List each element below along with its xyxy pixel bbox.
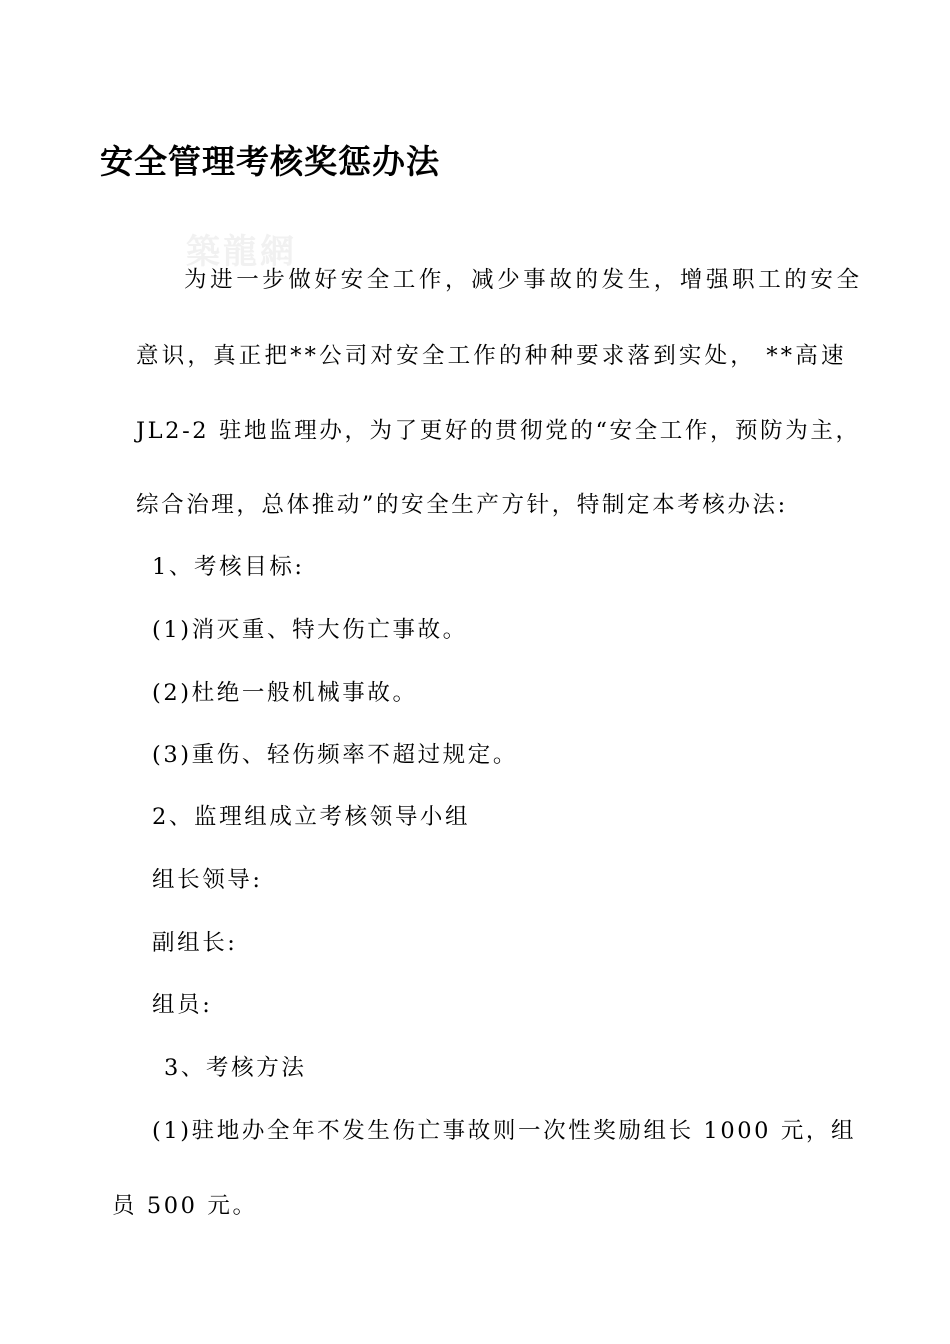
section-1-item-1: (1)消灭重、特大伤亡事故。 [152,617,468,643]
section-2-member-label: 组员: [152,992,213,1018]
section-1-item-2: (2)杜绝一般机械事故。 [152,680,418,706]
section-3-heading: 3、考核方法 [164,1055,307,1081]
section-2-leader-label: 组长领导: [152,867,263,893]
section-1-item-3: (3)重伤、轻伤频率不超过规定。 [152,742,518,768]
intro-paragraph-line-2: 意识，真正把**公司对安全工作的种种要求落到实处， **高速 [136,343,847,369]
section-2-deputy-label: 副组长: [152,930,238,956]
section-3-item-1-line-2: 员 500 元。 [112,1193,258,1219]
intro-paragraph-line-3: JL2-2 驻地监理办，为了更好的贯彻党的“安全工作，预防为主， [136,418,861,444]
section-1-heading: 1、考核目标: [152,554,305,580]
section-2-heading: 2、监理组成立考核领导小组 [152,804,471,830]
document-title: 安全管理考核奖惩办法 [100,142,440,181]
intro-paragraph-line-1: 为进一步做好安全工作，减少事故的发生，增强职工的安全 [184,267,863,293]
watermark-text: 築龍網 [186,232,297,272]
section-3-item-1-line-1: (1)驻地办全年不发生伤亡事故则一次性奖励组长 1000 元，组 [152,1118,857,1144]
intro-paragraph-line-4: 综合治理，总体推动”的安全生产方针，特制定本考核办法: [136,492,788,518]
